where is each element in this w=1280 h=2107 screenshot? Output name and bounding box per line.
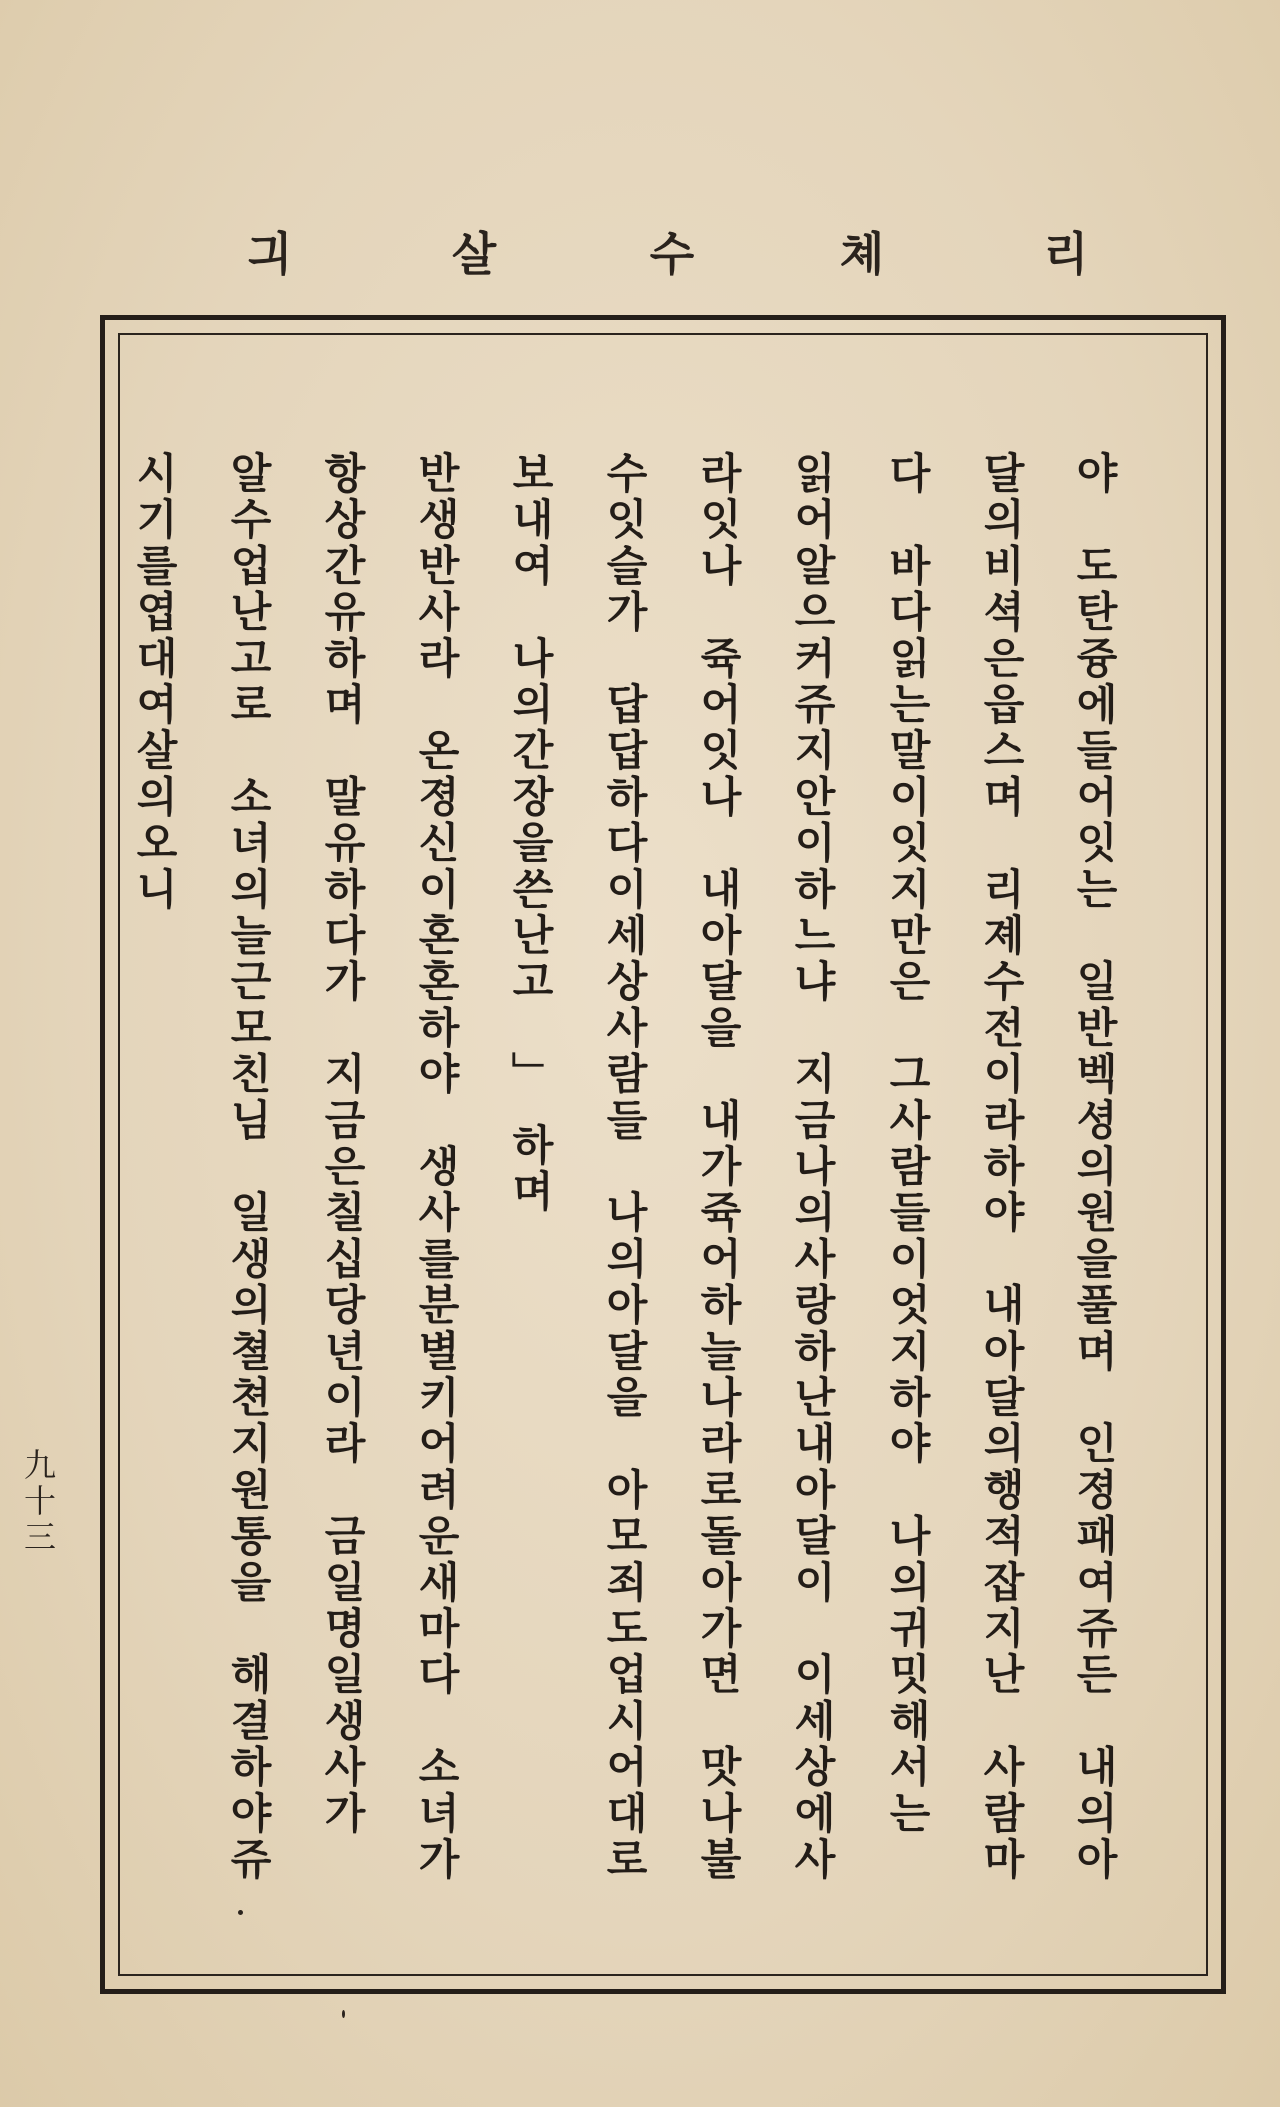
text-column: 보내여 나의간장을쓴난고 」 하며 (506, 451, 555, 1216)
ink-speck (342, 2010, 345, 2018)
page-number: 九十三 (19, 1448, 57, 1556)
text-column: 알수업난고로 소녀의늘근모친님 일생의쳘쳔지원통을 해결하야쥬 (224, 451, 273, 1884)
header-char: 긔 (247, 227, 293, 281)
text-block (118, 333, 1208, 1976)
text-column: 다 바다읽는말이잇지만은 그사람들이엇지하야 나의귀밋해서는 (883, 451, 932, 1837)
text-column: 읽어알으커쥬지안이하느냐 지금나의사랑하난내아달이 이세상에사 (788, 451, 837, 1884)
text-column: 시기를엽대여살의오니 (130, 451, 179, 913)
text-column: 라잇나 쥭어잇나 내아달을 내가쥭어하늘나라로돌아가면 맛나불 (694, 451, 743, 1884)
header-char: 살 (451, 227, 497, 281)
header-char: 수 (649, 227, 695, 281)
text-column: 반생반사라 온졍신이혼혼하야 생사를분별키어려운새마다 소녀가 (412, 451, 461, 1884)
header-char: 리 (1043, 227, 1089, 281)
running-header (0, 218, 1280, 288)
text-column: 야 도탄즁에들어잇는 일반벡셩의원을풀며 인졍패여쥬든 내의아 (1070, 451, 1119, 1884)
ink-speck (238, 1910, 243, 1915)
header-char: 쳬 (839, 227, 885, 281)
text-column: 항상간유하며 말유하다가 지금은칠십당년이라 금일명일생사가 (318, 451, 367, 1837)
text-column: 달의비셕은읍스며 리졔수전이라하야 내아달의행적잡지난 사람마 (977, 451, 1026, 1884)
text-column: 수잇슬가 답답하다이세상사람들 나의아달을 아모죄도업시어대로 (600, 451, 649, 1884)
